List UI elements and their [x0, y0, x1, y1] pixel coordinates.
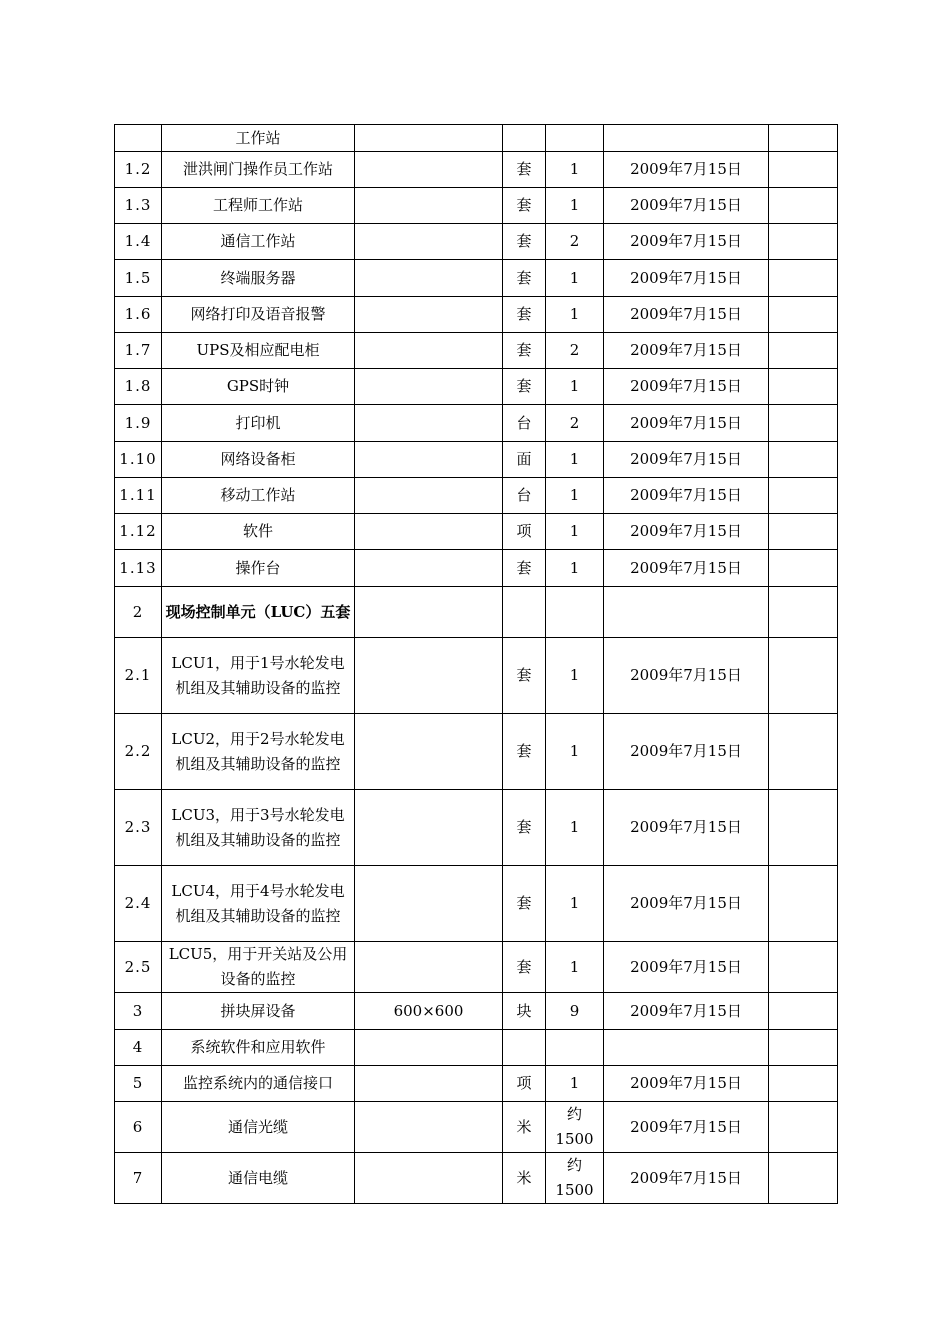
- item-spec-cell: [355, 369, 503, 405]
- item-name-cell: 拼块屏设备: [162, 993, 355, 1030]
- item-note-cell: [769, 125, 838, 152]
- item-quantity-cell: 1: [546, 297, 604, 333]
- item-unit-cell: 套: [503, 942, 546, 993]
- item-date-cell: 2009年7月15日: [604, 550, 769, 587]
- table-row: [115, 297, 838, 333]
- item-spec-cell: [355, 942, 503, 993]
- table-row: [115, 333, 838, 369]
- item-spec-cell: [355, 297, 503, 333]
- item-number-cell: 2.5: [115, 942, 162, 993]
- item-note-cell: [769, 514, 838, 550]
- item-unit-cell: 套: [503, 297, 546, 333]
- item-name-cell: 系统软件和应用软件: [162, 1030, 355, 1066]
- item-quantity-cell: 2: [546, 405, 604, 442]
- table-row: [115, 514, 838, 550]
- item-note-cell: [769, 405, 838, 442]
- item-date-cell: 2009年7月15日: [604, 714, 769, 790]
- table-row: [115, 369, 838, 405]
- item-note-cell: [769, 297, 838, 333]
- item-spec-cell: 600×600: [355, 993, 503, 1030]
- item-name-cell: 工作站: [162, 125, 355, 152]
- item-spec-cell: [355, 550, 503, 587]
- item-unit-cell: 套: [503, 188, 546, 224]
- item-quantity-cell: 1: [546, 714, 604, 790]
- item-number-cell: 6: [115, 1102, 162, 1153]
- table-row: [115, 587, 838, 638]
- item-number-cell: 1.6: [115, 297, 162, 333]
- item-unit-cell: 块: [503, 993, 546, 1030]
- item-name-cell: LCU3，用于3号水轮发电机组及其辅助设备的监控: [162, 790, 355, 866]
- item-date-cell: 2009年7月15日: [604, 942, 769, 993]
- item-spec-cell: [355, 442, 503, 478]
- equipment-table-body: [115, 125, 838, 1204]
- item-unit-cell: 项: [503, 514, 546, 550]
- table-row: [115, 714, 838, 790]
- item-quantity-cell: 1: [546, 369, 604, 405]
- item-date-cell: 2009年7月15日: [604, 866, 769, 942]
- item-name-cell: 网络设备柜: [162, 442, 355, 478]
- table-row: [115, 790, 838, 866]
- item-quantity-cell: 1: [546, 514, 604, 550]
- item-quantity-cell: 1: [546, 260, 604, 297]
- item-note-cell: [769, 188, 838, 224]
- item-spec-cell: [355, 1030, 503, 1066]
- item-name-cell: LCU5，用于开关站及公用设备的监控: [162, 942, 355, 993]
- table-row: [115, 1102, 838, 1153]
- item-unit-cell: 套: [503, 550, 546, 587]
- table-row: [115, 942, 838, 993]
- item-unit-cell: 面: [503, 442, 546, 478]
- item-unit-cell: 项: [503, 1066, 546, 1102]
- item-quantity-cell: 1: [546, 638, 604, 714]
- item-quantity-cell: 1: [546, 550, 604, 587]
- item-quantity-cell: 1: [546, 442, 604, 478]
- item-spec-cell: [355, 1066, 503, 1102]
- item-note-cell: [769, 714, 838, 790]
- item-quantity-cell: [546, 125, 604, 152]
- item-name-cell: LCU4，用于4号水轮发电机组及其辅助设备的监控: [162, 866, 355, 942]
- item-date-cell: 2009年7月15日: [604, 1102, 769, 1153]
- item-quantity-cell: 约1500: [546, 1102, 604, 1153]
- item-spec-cell: [355, 224, 503, 260]
- item-date-cell: 2009年7月15日: [604, 790, 769, 866]
- item-quantity-cell: 2: [546, 333, 604, 369]
- table-row: [115, 405, 838, 442]
- table-row: [115, 188, 838, 224]
- table-row: [115, 1030, 838, 1066]
- item-note-cell: [769, 1030, 838, 1066]
- table-row: [115, 550, 838, 587]
- item-date-cell: 2009年7月15日: [604, 514, 769, 550]
- item-unit-cell: 米: [503, 1102, 546, 1153]
- item-spec-cell: [355, 514, 503, 550]
- item-name-cell: LCU2，用于2号水轮发电机组及其辅助设备的监控: [162, 714, 355, 790]
- item-name-cell: 工程师工作站: [162, 188, 355, 224]
- item-spec-cell: [355, 587, 503, 638]
- item-name-cell: 泄洪闸门操作员工作站: [162, 152, 355, 188]
- item-unit-cell: [503, 125, 546, 152]
- item-unit-cell: 套: [503, 790, 546, 866]
- item-note-cell: [769, 587, 838, 638]
- item-note-cell: [769, 1102, 838, 1153]
- item-spec-cell: [355, 152, 503, 188]
- item-number-cell: 1.4: [115, 224, 162, 260]
- item-number-cell: 7: [115, 1153, 162, 1204]
- item-note-cell: [769, 224, 838, 260]
- item-date-cell: [604, 587, 769, 638]
- item-name-cell: 打印机: [162, 405, 355, 442]
- table-row: [115, 993, 838, 1030]
- item-note-cell: [769, 1066, 838, 1102]
- item-note-cell: [769, 369, 838, 405]
- item-name-cell: UPS及相应配电柜: [162, 333, 355, 369]
- item-unit-cell: 台: [503, 405, 546, 442]
- item-name-cell: GPS时钟: [162, 369, 355, 405]
- item-note-cell: [769, 550, 838, 587]
- item-unit-cell: 套: [503, 638, 546, 714]
- item-unit-cell: 台: [503, 478, 546, 514]
- item-date-cell: 2009年7月15日: [604, 152, 769, 188]
- item-name-cell: 终端服务器: [162, 260, 355, 297]
- item-date-cell: 2009年7月15日: [604, 478, 769, 514]
- item-name-cell: 现场控制单元（LUC）五套: [162, 587, 355, 638]
- item-number-cell: 1.9: [115, 405, 162, 442]
- table-row: [115, 260, 838, 297]
- item-unit-cell: [503, 1030, 546, 1066]
- item-name-cell: LCU1，用于1号水轮发电机组及其辅助设备的监控: [162, 638, 355, 714]
- item-unit-cell: 套: [503, 260, 546, 297]
- item-number-cell: 5: [115, 1066, 162, 1102]
- item-quantity-cell: 1: [546, 1066, 604, 1102]
- table-row: [115, 866, 838, 942]
- item-name-cell: 通信光缆: [162, 1102, 355, 1153]
- item-number-cell: 1.7: [115, 333, 162, 369]
- item-number-cell: 4: [115, 1030, 162, 1066]
- item-date-cell: 2009年7月15日: [604, 369, 769, 405]
- item-note-cell: [769, 333, 838, 369]
- item-note-cell: [769, 1153, 838, 1204]
- item-note-cell: [769, 993, 838, 1030]
- item-spec-cell: [355, 188, 503, 224]
- item-spec-cell: [355, 478, 503, 514]
- item-number-cell: 2.3: [115, 790, 162, 866]
- item-name-cell: 软件: [162, 514, 355, 550]
- item-quantity-cell: 1: [546, 942, 604, 993]
- item-spec-cell: [355, 333, 503, 369]
- item-quantity-cell: [546, 587, 604, 638]
- item-number-cell: 1.10: [115, 442, 162, 478]
- item-quantity-cell: 1: [546, 790, 604, 866]
- item-unit-cell: 套: [503, 152, 546, 188]
- item-quantity-cell: 约1500: [546, 1153, 604, 1204]
- item-date-cell: 2009年7月15日: [604, 224, 769, 260]
- table-row: [115, 442, 838, 478]
- table-row: [115, 152, 838, 188]
- item-unit-cell: [503, 587, 546, 638]
- item-date-cell: 2009年7月15日: [604, 993, 769, 1030]
- item-spec-cell: [355, 405, 503, 442]
- item-note-cell: [769, 442, 838, 478]
- item-note-cell: [769, 638, 838, 714]
- item-spec-cell: [355, 260, 503, 297]
- item-spec-cell: [355, 866, 503, 942]
- item-note-cell: [769, 260, 838, 297]
- item-number-cell: [115, 125, 162, 152]
- item-note-cell: [769, 866, 838, 942]
- item-note-cell: [769, 942, 838, 993]
- item-number-cell: 1.12: [115, 514, 162, 550]
- item-spec-cell: [355, 790, 503, 866]
- item-number-cell: 1.2: [115, 152, 162, 188]
- item-note-cell: [769, 790, 838, 866]
- item-note-cell: [769, 478, 838, 514]
- item-date-cell: 2009年7月15日: [604, 405, 769, 442]
- item-number-cell: 2: [115, 587, 162, 638]
- item-unit-cell: 米: [503, 1153, 546, 1204]
- item-number-cell: 1.8: [115, 369, 162, 405]
- item-spec-cell: [355, 638, 503, 714]
- item-date-cell: [604, 1030, 769, 1066]
- item-quantity-cell: 1: [546, 866, 604, 942]
- table-row: [115, 125, 838, 152]
- item-date-cell: 2009年7月15日: [604, 1153, 769, 1204]
- item-spec-cell: [355, 125, 503, 152]
- item-number-cell: 3: [115, 993, 162, 1030]
- item-name-cell: 通信电缆: [162, 1153, 355, 1204]
- item-name-cell: 操作台: [162, 550, 355, 587]
- table-row: [115, 224, 838, 260]
- item-number-cell: 2.2: [115, 714, 162, 790]
- item-note-cell: [769, 152, 838, 188]
- equipment-table: [114, 124, 838, 1204]
- item-date-cell: 2009年7月15日: [604, 297, 769, 333]
- item-spec-cell: [355, 714, 503, 790]
- item-unit-cell: 套: [503, 224, 546, 260]
- item-date-cell: 2009年7月15日: [604, 260, 769, 297]
- item-number-cell: 1.11: [115, 478, 162, 514]
- item-spec-cell: [355, 1153, 503, 1204]
- item-quantity-cell: 1: [546, 478, 604, 514]
- table-row: [115, 638, 838, 714]
- table-row: [115, 478, 838, 514]
- item-number-cell: 1.3: [115, 188, 162, 224]
- item-number-cell: 2.1: [115, 638, 162, 714]
- item-date-cell: 2009年7月15日: [604, 638, 769, 714]
- item-name-cell: 监控系统内的通信接口: [162, 1066, 355, 1102]
- item-date-cell: 2009年7月15日: [604, 333, 769, 369]
- item-unit-cell: 套: [503, 369, 546, 405]
- item-spec-cell: [355, 1102, 503, 1153]
- item-number-cell: 2.4: [115, 866, 162, 942]
- item-name-cell: 移动工作站: [162, 478, 355, 514]
- item-quantity-cell: 1: [546, 188, 604, 224]
- item-quantity-cell: 9: [546, 993, 604, 1030]
- item-number-cell: 1.5: [115, 260, 162, 297]
- item-quantity-cell: 2: [546, 224, 604, 260]
- item-date-cell: 2009年7月15日: [604, 442, 769, 478]
- table-row: [115, 1066, 838, 1102]
- item-name-cell: 网络打印及语音报警: [162, 297, 355, 333]
- item-name-cell: 通信工作站: [162, 224, 355, 260]
- item-number-cell: 1.13: [115, 550, 162, 587]
- item-date-cell: 2009年7月15日: [604, 1066, 769, 1102]
- item-quantity-cell: 1: [546, 152, 604, 188]
- item-unit-cell: 套: [503, 714, 546, 790]
- item-quantity-cell: [546, 1030, 604, 1066]
- table-row: [115, 1153, 838, 1204]
- item-unit-cell: 套: [503, 333, 546, 369]
- item-date-cell: [604, 125, 769, 152]
- item-unit-cell: 套: [503, 866, 546, 942]
- item-date-cell: 2009年7月15日: [604, 188, 769, 224]
